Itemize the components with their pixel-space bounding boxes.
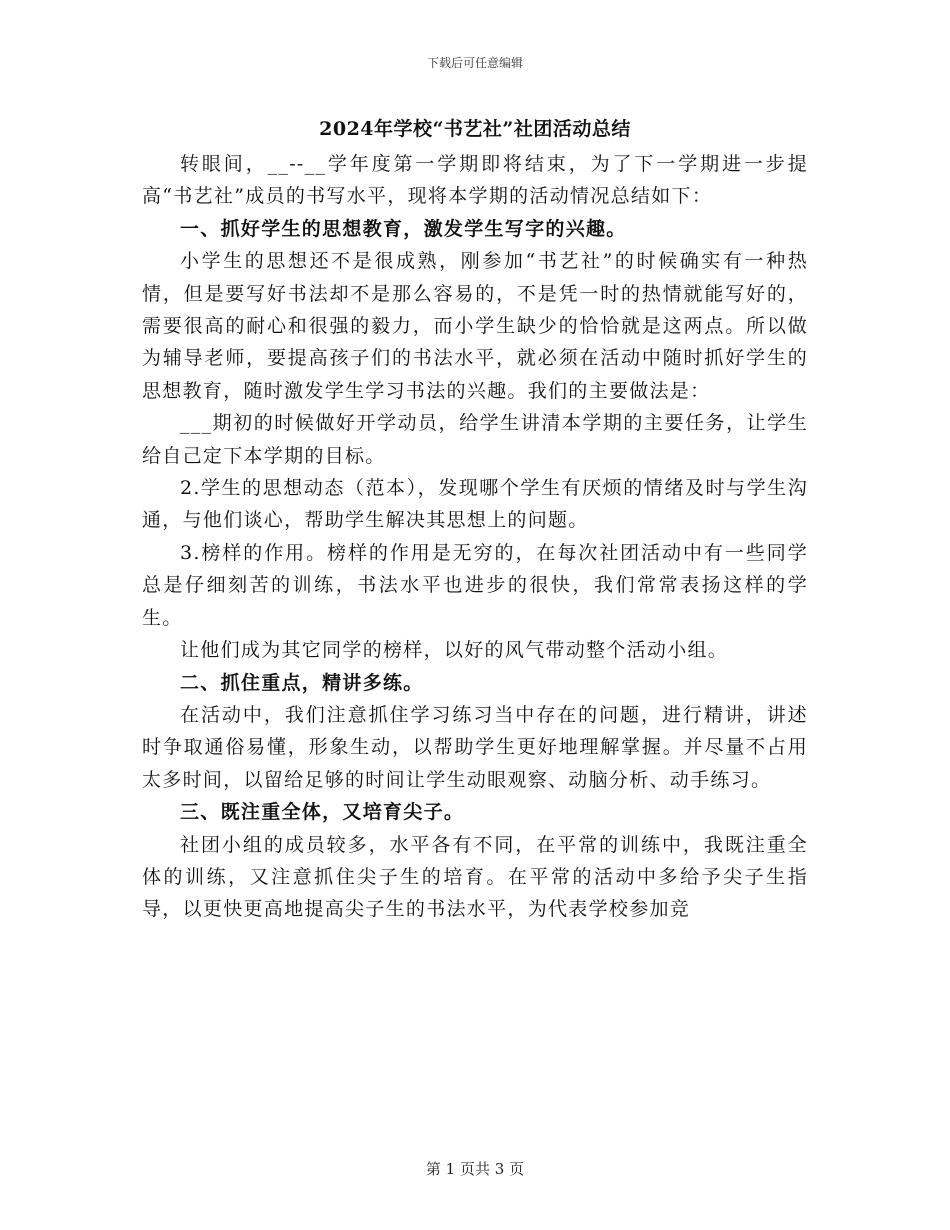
list-item-1: ___期初的时候做好开学动员，给学生讲清本学期的主要任务，让学生给自己定下本学期的目标。: [142, 412, 808, 467]
page-number-footer: 第 1 页共 3 页: [425, 1160, 525, 1178]
body-paragraph: 社团小组的成员较多，水平各有不同，在平常的训练中，我既注重全体的训练，又注意抓住尖子生的培育。在平常的活动中多给予尖子生指导，以更快更高地提高尖子生的书法水平，为代表学校参加竞: [142, 833, 808, 921]
section-heading-2: 二、抓住重点，精讲多练。: [180, 671, 424, 694]
body-paragraph: 在活动中，我们注意抓住学习练习当中存在的问题，进行精讲，讲述时争取通俗易懂，形象生动，以帮助学生更好地理解掌握。并尽量不占用太多时间，以留给足够的时间让学生动眼观察、动脑分析、动手练习。: [142, 703, 808, 791]
intro-paragraph: 转眼间，__--__学年度第一学期即将结束，为了下一学期进一步提高“书艺社”成员的书写水平，现将本学期的活动情况总结如下：: [142, 153, 808, 208]
section-heading-3: 三、既注重全体，又培育尖子。: [180, 801, 465, 824]
list-item-3: 3.榜样的作用。榜样的作用是无穷的，在每次社团活动中有一些同学总是仔细刻苦的训练，书法水平也进步的很快，我们常常表扬这样的学生。: [142, 541, 808, 629]
section-heading-1: 一、抓好学生的思想教育，激发学生写字的兴趣。: [180, 217, 627, 240]
page-header-note: 下载后可任意编辑: [426, 56, 523, 70]
body-paragraph: 让他们成为其它同学的榜样，以好的风气带动整个活动小组。: [180, 639, 729, 662]
body-paragraph: 小学生的思想还不是很成熟，刚参加“书艺社”的时候确实有一种热情，但是要写好书法却不是那么容易的，不是凭一时的热情就能写好的，需要很高的耐心和很强的毅力，而小学生缺少的恰恰就是这两点。所以做为辅导老师，要提高孩子们的书法水平，就必须在活动中随时抓好学生的思想教育，随时激发学生学习书法的兴趣。我们的主要做法是：: [142, 250, 808, 402]
document-title: 2024年学校“书艺社”社团活动总结: [319, 118, 631, 140]
list-item-2: 2.学生的思想动态（范本），发现哪个学生有厌烦的情绪及时与学生沟通，与他们谈心，帮助学生解决其思想上的问题。: [142, 477, 808, 532]
document-body: [142, 148, 808, 926]
